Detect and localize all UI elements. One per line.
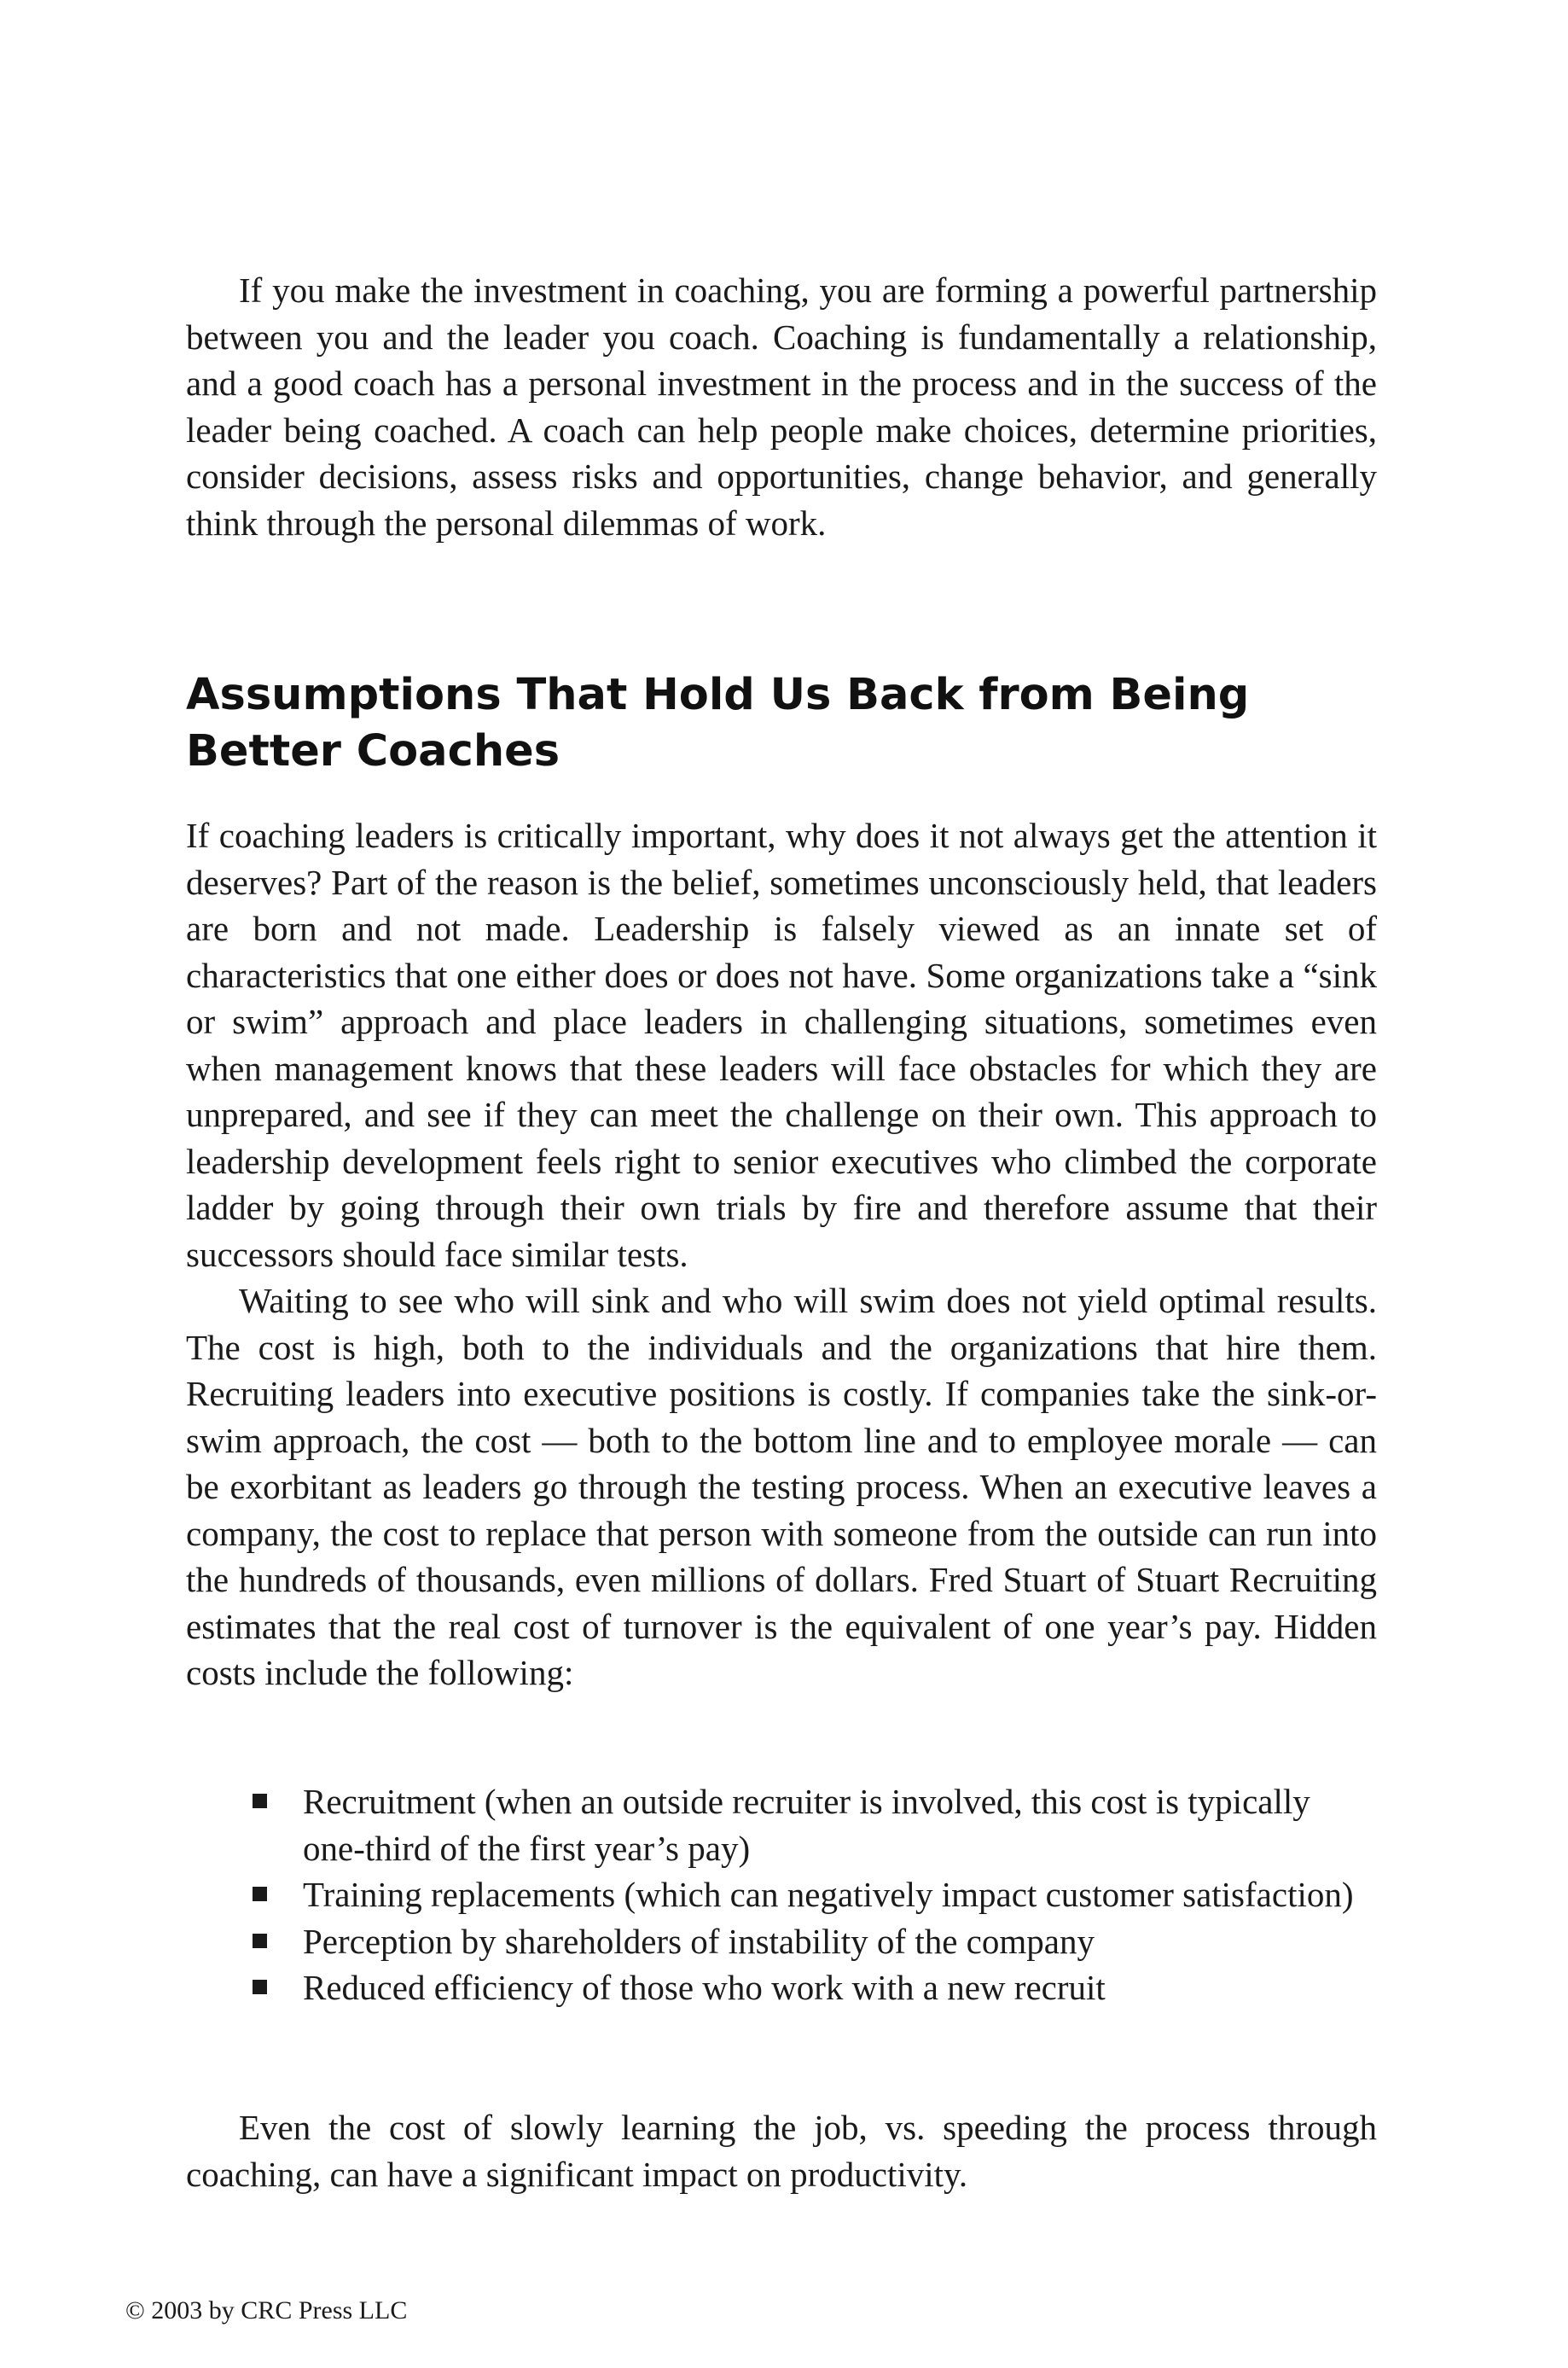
list-item-text: Training replacements (which can negatively impact customer satisfaction)	[303, 1875, 1354, 1914]
square-bullet-icon	[253, 1887, 267, 1901]
list-item	[186, 1871, 1377, 1918]
closing-paragraph: Even the cost of slowly learning the job, vs. speeding the process through coaching, can have a significant impact on productivity.	[186, 2108, 1377, 2194]
list-item-text: Perception by shareholders of instability of the company	[303, 1921, 1095, 1961]
section-body	[186, 812, 1377, 1696]
section-paragraph-1: If coaching leaders is critically important, why does it not always get the attention it deserves? Part of the reason is the belief, sometimes unconsciously held, that leaders are born and not made. Leadership is falsely viewed as an innate set of characteristics that one either does or does not have. Some organizations take a “sink or swim” approach and place leaders in challenging situations, sometimes even when management knows that these leaders will face obstacles for which they are unprepared, and see if they can meet the challenge on their own. This approach to leadership development feels right to senior executives who climbed the corporate ladder by going through their own trials by fire and therefore assume that their successors should face similar tests.	[186, 816, 1377, 1274]
list-item	[186, 1778, 1377, 1871]
copyright-footer: © 2003 by CRC Press LLC	[125, 2296, 408, 2324]
hidden-costs-list	[186, 1778, 1377, 2011]
square-bullet-icon	[253, 1794, 267, 1808]
intro-paragraph-block	[186, 267, 1377, 546]
section-heading: Assumptions That Hold Us Back from Being Better Coaches	[186, 670, 1250, 777]
list-item	[186, 1964, 1377, 2011]
list-item-text: Reduced efficiency of those who work with a new recruit	[303, 1968, 1106, 2007]
closing-paragraph-block	[186, 2104, 1377, 2197]
list-item	[186, 1918, 1377, 1965]
section-paragraph-2: Waiting to see who will sink and who will swim does not yield optimal results. The cost is high, both to the individuals and the organizations that hire them. Recruiting leaders into executive positions is costly. If companies take the sink-or-swim approach, the cost — both to the bottom line and to employee morale — can be exorbitant as leaders go through the testing process. When an executive leaves a company, the cost to replace that person with someone from the outside can run into the hundreds of thousands, even millions of dollars. Fred Stuart of Stuart Recruiting estimates that the real cost of turnover is the equivalent of one year’s pay. Hidden costs include the following:	[186, 1281, 1377, 1692]
intro-paragraph: If you make the investment in coaching, you are forming a powerful partnership between you and the leader you coach. Coaching is fundamentally a relationship, and a good coach has a personal investment in the process and in the success of the leader being coached. A coach can help people make choices, determine priorities, consider decisions, assess risks and opportunities, change behavior, and generally think through the personal dilemmas of work.	[186, 271, 1377, 543]
square-bullet-icon	[253, 1980, 267, 1994]
square-bullet-icon	[253, 1934, 267, 1948]
list-item-text: Recruitment (when an outside recruiter is involved, this cost is typically one-third of the first year’s pay)	[303, 1782, 1310, 1868]
